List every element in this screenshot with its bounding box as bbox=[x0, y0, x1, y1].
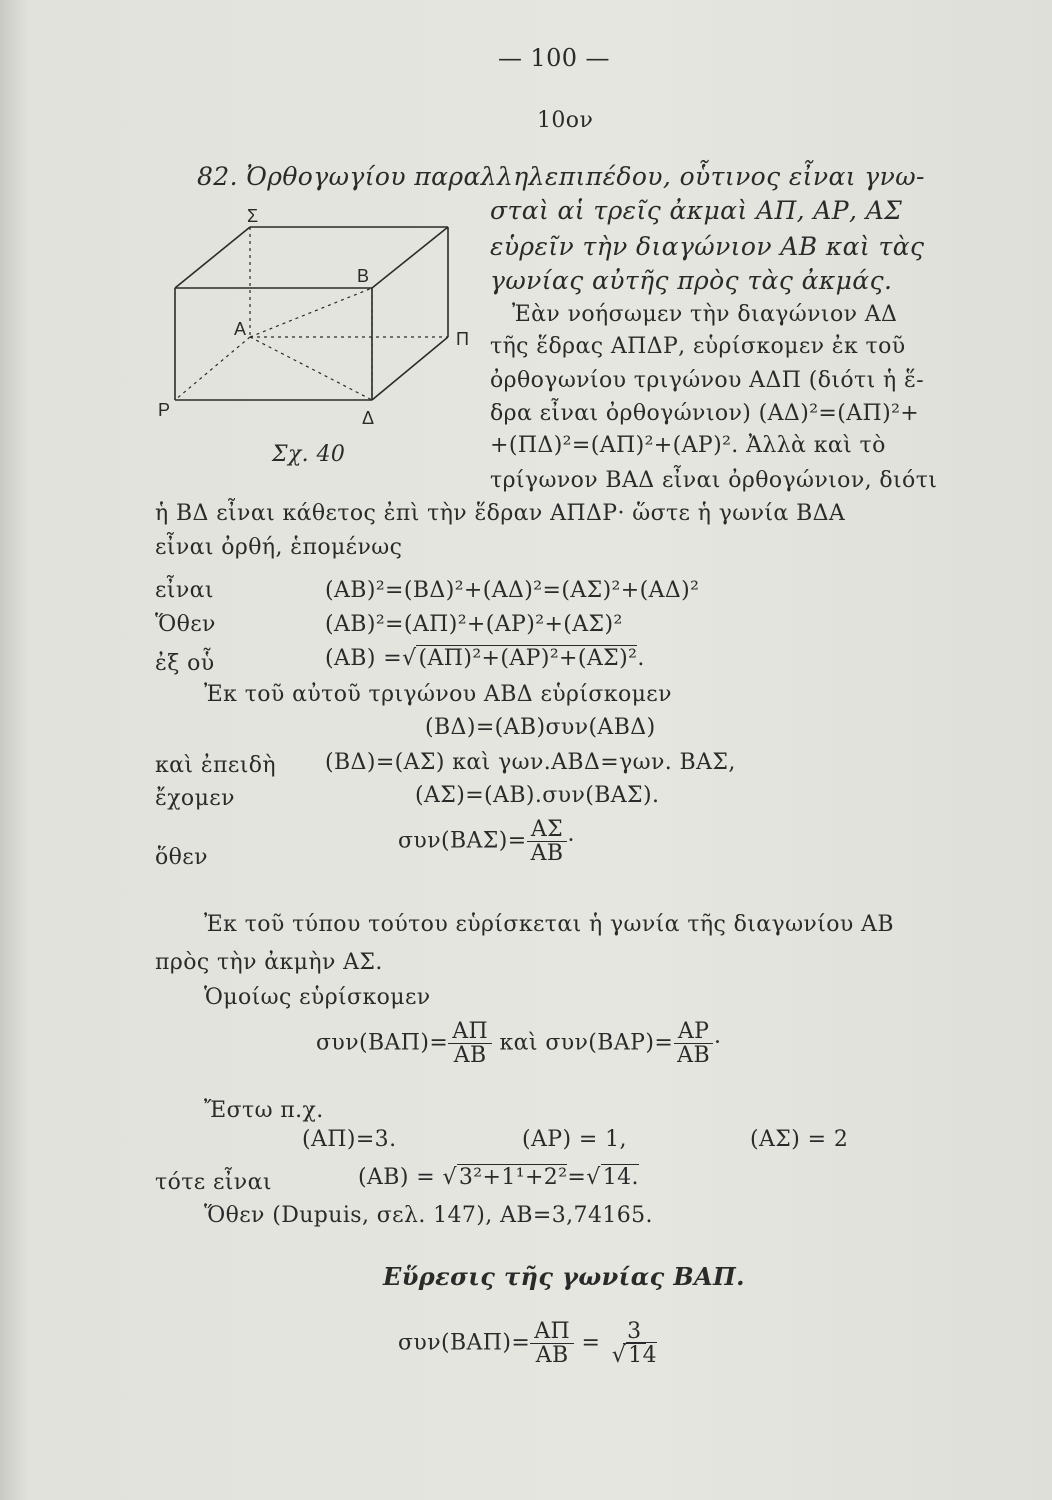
body-line-10: Ἐκ τοῦ τύπου τούτου εὑρίσκεται ἡ γωνία τῆς διαγωνίου ΑΒ bbox=[204, 912, 894, 937]
final-numerator-2: 3 bbox=[623, 1320, 645, 1344]
edge-top-left bbox=[175, 227, 250, 288]
eq1: (ΑΒ)²=(ΒΔ)²+(ΑΔ)²=(ΑΣ)²+(ΑΔ)² bbox=[325, 578, 700, 603]
body-line-7: ἡ ΒΔ εἶναι κάθετος ἐπὶ τὴν ἕδραν ΑΠΔΡ· ὥστε ἡ γωνία ΒΔΑ bbox=[155, 501, 846, 526]
body-line-1: Ἐὰν νοήσωμεν τὴν διαγώνιον ΑΔ bbox=[512, 302, 898, 327]
label-delta: Δ bbox=[362, 408, 375, 428]
label-beta: Β bbox=[357, 266, 370, 286]
value-AS: (ΑΣ) = 2 bbox=[750, 1127, 849, 1152]
final-formula bbox=[398, 1320, 661, 1367]
label-pi: Π bbox=[456, 329, 469, 349]
value-AR: (ΑΡ) = 1, bbox=[522, 1127, 627, 1152]
figure-caption: Σχ. 40 bbox=[272, 442, 346, 467]
sqrt-icon: √ bbox=[611, 1343, 627, 1369]
body-line-8: εἶναι ὀρθή, ἑπομένως bbox=[155, 535, 403, 560]
problem-title-line2: σταὶ αἱ τρεῖς ἀκμαὶ ΑΠ, ΑΡ, ΑΣ bbox=[490, 196, 903, 225]
label-alpha: Α bbox=[234, 319, 247, 339]
body-line-3: ὀρθογωνίου τριγώνου ΑΔΠ (διότι ἡ ἕ- bbox=[490, 368, 925, 393]
eq7-left: συν(ΒΑΣ)= bbox=[398, 828, 527, 854]
eq4: (ΒΔ)=(ΑΒ)συν(ΑΒΔ) bbox=[425, 715, 656, 740]
f1-mid: καὶ συν(ΒΑΡ)= bbox=[499, 1030, 674, 1056]
value-label: τότε εἶναι bbox=[155, 1170, 272, 1195]
section-heading: Εὕρεσις τῆς γωνίας ΒΑΠ. bbox=[383, 1262, 745, 1291]
v-root1: 3²+1¹+2² bbox=[458, 1165, 568, 1190]
diagonal-AB bbox=[250, 288, 372, 337]
figure-parallelepiped bbox=[150, 200, 490, 470]
section-label: 10ον bbox=[537, 108, 594, 133]
v-root2: 14. bbox=[602, 1165, 639, 1190]
eq7-denominator: ΑΒ bbox=[530, 841, 564, 867]
eq3-label: ἐξ οὗ bbox=[155, 651, 215, 676]
eq2: (ΑΒ)²=(ΑΠ)²+(ΑΡ)²+(ΑΣ)² bbox=[325, 612, 623, 637]
eq5: (ΒΔ)=(ΑΣ) καὶ γων.ΑΒΔ=γων. ΒΑΣ, bbox=[325, 750, 736, 775]
page-number: — 100 — bbox=[498, 44, 610, 72]
f1-denominator: ΑΒ bbox=[453, 1043, 487, 1069]
eq3-left: (ΑΒ) = bbox=[325, 646, 403, 671]
body-line-2: τῆς ἕδρας ΑΠΔΡ, εὑρίσκομεν ἐκ τοῦ bbox=[490, 334, 906, 359]
eq7-label: ὅθεν bbox=[155, 845, 208, 870]
hidden-edge-diagonal bbox=[175, 337, 250, 400]
final-eq: = bbox=[581, 1330, 601, 1356]
eq3-root: (ΑΠ)²+(ΑΡ)²+(ΑΣ)² bbox=[418, 646, 638, 671]
v-eq: = bbox=[567, 1165, 587, 1190]
diagonal-AD bbox=[250, 337, 372, 400]
label-rho: Ρ bbox=[158, 400, 171, 420]
problem-title-line1 bbox=[197, 162, 925, 191]
body-line-12: Ὁμοίως εὑρίσκομεν bbox=[204, 985, 431, 1010]
body-line-11: πρὸς τὴν ἀκμὴν ΑΣ. bbox=[155, 950, 383, 975]
problem-title-line4: γωνίας αὐτῆς πρὸς τὰς ἀκμάς. bbox=[490, 266, 893, 295]
eq6: (ΑΣ)=(ΑΒ).συν(ΒΑΣ). bbox=[415, 783, 660, 808]
eq2-label: Ὅθεν bbox=[155, 612, 216, 637]
sqrt-icon: √ bbox=[442, 1165, 457, 1190]
eq1-label: εἶναι bbox=[155, 578, 214, 603]
problem-title-text: Ὀρθογωγίου παραλληλεπιπέδου, οὗτινος εἶναι γνω- bbox=[246, 162, 925, 191]
f2-denominator: ΑΒ bbox=[677, 1043, 711, 1069]
eq3 bbox=[325, 646, 645, 671]
edge-bottom-right bbox=[372, 337, 448, 400]
final-numerator-1: ΑΠ bbox=[530, 1320, 574, 1344]
sqrt-icon: √ bbox=[586, 1165, 601, 1190]
body-line-5: +(ΠΔ)²=(ΑΠ)²+(ΑΡ)². Ἀλλὰ καὶ τὸ bbox=[490, 433, 886, 458]
eq3-end: . bbox=[637, 646, 645, 671]
body-line-9: Ἐκ τοῦ αὐτοῦ τριγώνου ΑΒΔ εὑρίσκομεν bbox=[204, 682, 672, 707]
edge-top-right bbox=[372, 227, 448, 288]
eq5-label: καὶ ἐπειδὴ bbox=[155, 753, 276, 778]
final-denominator-2: 14 bbox=[628, 1343, 657, 1369]
f1-left: συν(ΒΑΠ)= bbox=[316, 1030, 449, 1056]
body-line-13: Ἔστω π.χ. bbox=[204, 1098, 324, 1123]
v-left: (ΑΒ) = bbox=[358, 1165, 436, 1190]
value-AB-eq bbox=[358, 1165, 639, 1190]
f2-numerator: ΑΡ bbox=[674, 1020, 714, 1044]
label-sigma: Σ bbox=[247, 206, 259, 226]
formula-row bbox=[316, 1020, 721, 1067]
eq7-numerator: ΑΣ bbox=[527, 818, 567, 842]
body-line-14: Ὅθεν (Dupuis, σελ. 147), ΑΒ=3,74165. bbox=[204, 1203, 653, 1228]
eq7-end: · bbox=[567, 828, 575, 854]
eq7 bbox=[398, 818, 575, 865]
final-denominator-1: ΑΒ bbox=[535, 1343, 569, 1369]
problem-title-line3: εὑρεῖν τὴν διαγώνιον ΑΒ καὶ τὰς bbox=[490, 232, 925, 261]
value-AP: (ΑΠ)=3. bbox=[302, 1127, 397, 1152]
body-line-4: δρα εἶναι ὀρθογώνιον) (ΑΔ)²=(ΑΠ)²+ bbox=[490, 401, 920, 426]
f2-end: · bbox=[714, 1030, 722, 1056]
sqrt-icon: √ bbox=[402, 646, 417, 671]
body-line-6: τρίγωνον ΒΑΔ εἶναι ὀρθογώνιον, διότι bbox=[490, 468, 938, 493]
problem-number: 82. bbox=[197, 162, 238, 191]
final-left: συν(ΒΑΠ)= bbox=[398, 1330, 531, 1356]
f1-numerator: ΑΠ bbox=[448, 1020, 492, 1044]
eq6-label: ἔχομεν bbox=[155, 786, 235, 811]
